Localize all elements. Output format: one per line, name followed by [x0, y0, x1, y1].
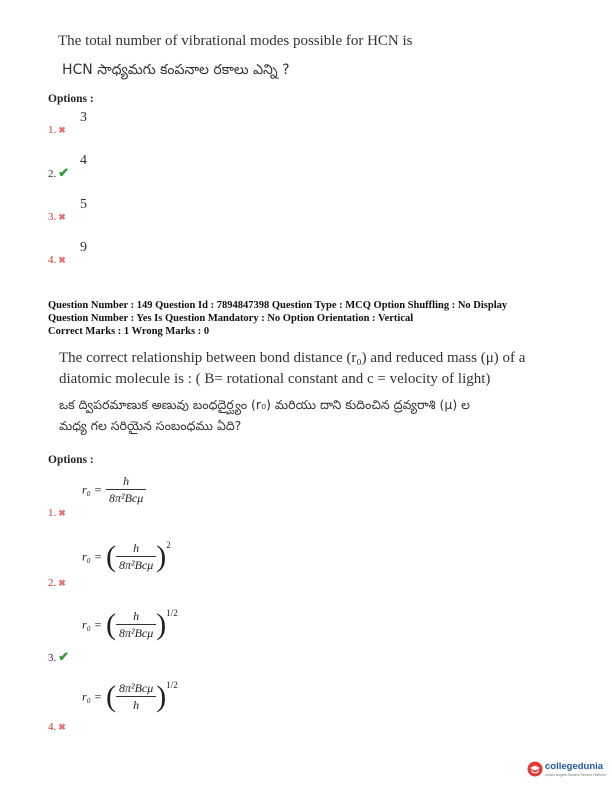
- wrong-mark-icon: ✖: [58, 212, 66, 222]
- formula-lhs: r₀ =: [82, 689, 102, 704]
- option-value: 3: [80, 110, 87, 125]
- option-row: [48, 648, 69, 666]
- question-text-en: The correct relationship between bond distance (r₀) and reduced mass (μ) of a: [59, 350, 526, 366]
- option-row: [48, 120, 66, 138]
- logo-text: collegedunia: [545, 761, 604, 772]
- option-number: 2.: [48, 168, 57, 180]
- wrong-mark-icon: ✖: [58, 125, 66, 135]
- wrong-mark-icon: ✖: [58, 255, 66, 265]
- option-row: [48, 573, 66, 591]
- option-row: [48, 164, 69, 182]
- fraction: [116, 541, 156, 573]
- question-meta-line: Question Number : Yes Is Question Mandatory : No Option Orientation : Vertical: [48, 313, 414, 324]
- formula: r₀ = ( $\frac{\text{8π²Bcμ}}{h}$ )$^{1/2}$: [82, 680, 178, 713]
- formula: r₀ = ( $\frac{h}{\text{8π²Bcμ}}$ )$^2$: [82, 540, 171, 573]
- formula: r₀ = ( $\frac{h}{\text{8π²Bcμ}}$ )$^{1/2}$: [82, 608, 178, 641]
- formula-lhs: r₀ =: [82, 482, 102, 497]
- option-row: [48, 207, 66, 225]
- numerator: h: [123, 474, 130, 488]
- wrong-mark-icon: ✖: [58, 578, 66, 588]
- option-value: 9: [80, 240, 87, 255]
- option-number: 3.: [48, 211, 57, 223]
- question-meta-line: Question Number : 149 Question Id : 7894847398 Question Type : MCQ Option Shuffling : No Display: [48, 300, 508, 311]
- formula-lhs: r₀ =: [82, 549, 102, 564]
- denominator: 8π²Bcμ: [116, 556, 156, 573]
- exponent: 2: [166, 540, 171, 550]
- option-number: 4.: [48, 721, 57, 733]
- option-number: 4.: [48, 254, 57, 266]
- numerator: h: [133, 541, 140, 555]
- formula-lhs: r₀ =: [82, 617, 102, 632]
- option-row: [48, 250, 66, 268]
- denominator: 8π²Bcμ: [106, 489, 146, 506]
- fraction: [116, 609, 156, 641]
- check-mark-icon: ✔: [58, 649, 70, 664]
- check-mark-icon: ✔: [58, 165, 70, 180]
- numerator: 8π²Bcμ: [118, 681, 154, 695]
- question-meta-line: Correct Marks : 1 Wrong Marks : 0: [48, 326, 210, 337]
- denominator: h: [116, 696, 156, 713]
- question-text-en: diatomic molecule is : ( B= rotational constant and c = velocity of light): [59, 371, 491, 387]
- question-text-te: HCN సాధ్యమగు కంపనాల రకాలు ఎన్ని ?: [62, 62, 290, 78]
- option-row: [48, 503, 66, 521]
- option-value: 4: [80, 153, 87, 168]
- question-text-te: మధ్య గల సరియైన సంబంధము ఏది?: [59, 418, 242, 433]
- option-value: 5: [80, 197, 87, 212]
- options-label: Options :: [48, 93, 94, 105]
- logo-tagline: India's largest Student Review Platform: [545, 773, 606, 777]
- option-number: 2.: [48, 577, 57, 589]
- fraction: [116, 681, 156, 713]
- fraction: [106, 474, 146, 506]
- options-label: Options :: [48, 454, 94, 466]
- collegedunia-logo: [527, 759, 609, 785]
- formula: [82, 474, 146, 506]
- wrong-mark-icon: ✖: [58, 722, 66, 732]
- question-text-en: The total number of vibrational modes possible for HCN is: [58, 33, 413, 49]
- option-number: 3.: [48, 652, 57, 664]
- graduation-cap-icon: [527, 761, 543, 777]
- wrong-mark-icon: ✖: [58, 508, 66, 518]
- denominator: 8π²Bcμ: [116, 624, 156, 641]
- option-row: [48, 717, 66, 735]
- exponent: 1/2: [166, 680, 178, 690]
- exponent: 1/2: [166, 608, 178, 618]
- numerator: h: [133, 609, 140, 623]
- question-text-te: ఒక ద్విపరమాణుక అణువు బంధదైర్ఘ్యం (r₀) మరియు దాని కుదించిన ద్రవ్యరాశి (μ) ల: [59, 397, 471, 412]
- option-number: 1.: [48, 124, 57, 136]
- option-number: 1.: [48, 507, 57, 519]
